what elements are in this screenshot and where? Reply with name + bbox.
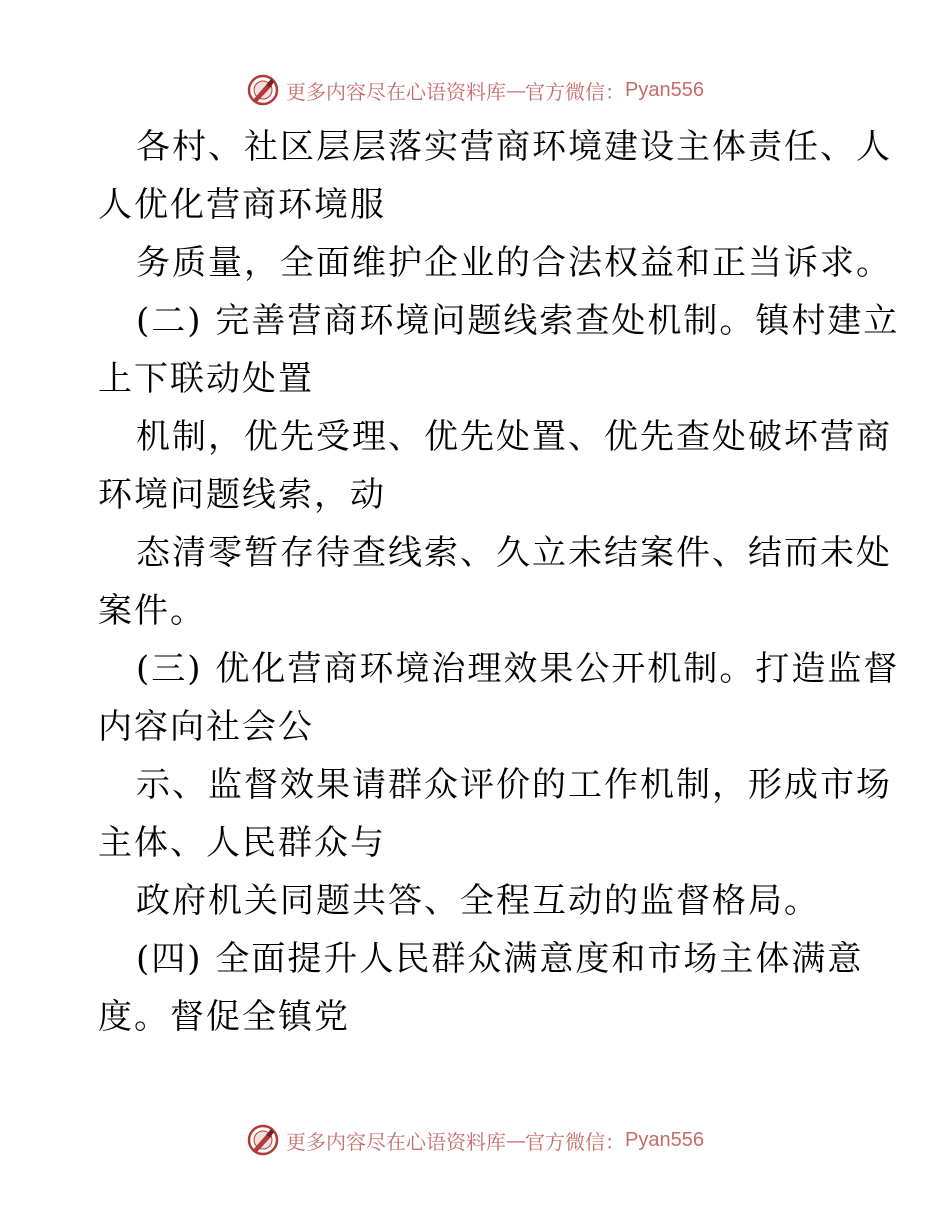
- body-line: 各村、社区层层落实营商环境建设主体责任、人: [136, 127, 892, 167]
- watermark-separator: —: [506, 1128, 526, 1152]
- pen-logo-icon: [246, 73, 280, 107]
- watermark-text: 更多内容尽在心语资料库: [286, 1129, 507, 1154]
- pen-logo-icon: [246, 1123, 280, 1157]
- body-line: 环境问题线索，动: [98, 475, 386, 515]
- body-line: 主体、人民群众与: [98, 823, 386, 863]
- body-line: (四) 全面提升人民群众满意度和市场主体满意: [136, 939, 864, 979]
- body-line: 政府机关同题共答、全程互动的监督格局。: [136, 881, 820, 921]
- body-line: 示、监督效果请群众评价的工作机制，形成市场: [136, 765, 892, 805]
- watermark-contact-label: 官方微信：: [525, 79, 626, 104]
- watermark-contact-id: Pyan556: [625, 78, 704, 101]
- body-line: 上下联动处置: [98, 359, 314, 399]
- watermark-contact-id: Pyan556: [625, 1128, 704, 1151]
- body-line: 机制，优先受理、优先处置、优先查处破坏营商: [136, 417, 892, 457]
- body-line: 案件。: [98, 591, 206, 631]
- body-line: 态清零暂存待查线索、久立未结案件、结而未处: [136, 533, 892, 573]
- body-line: 务质量，全面维护企业的合法权益和正当诉求。: [136, 243, 892, 283]
- body-line: 人优化营商环境服: [98, 185, 386, 225]
- body-line: (三) 优化营商环境治理效果公开机制。打造监督: [136, 649, 900, 689]
- body-line: (二) 完善营商环境问题线索查处机制。镇村建立: [136, 301, 900, 341]
- footer-watermark: [0, 1120, 950, 1160]
- body-line: 度。督促全镇党: [98, 997, 350, 1037]
- body-line: 内容向社会公: [98, 707, 314, 747]
- watermark-contact-label: 官方微信：: [525, 1129, 626, 1154]
- watermark-separator: —: [506, 78, 526, 102]
- document-body: [98, 118, 900, 1046]
- header-watermark: [0, 70, 950, 110]
- watermark-text: 更多内容尽在心语资料库: [286, 79, 507, 104]
